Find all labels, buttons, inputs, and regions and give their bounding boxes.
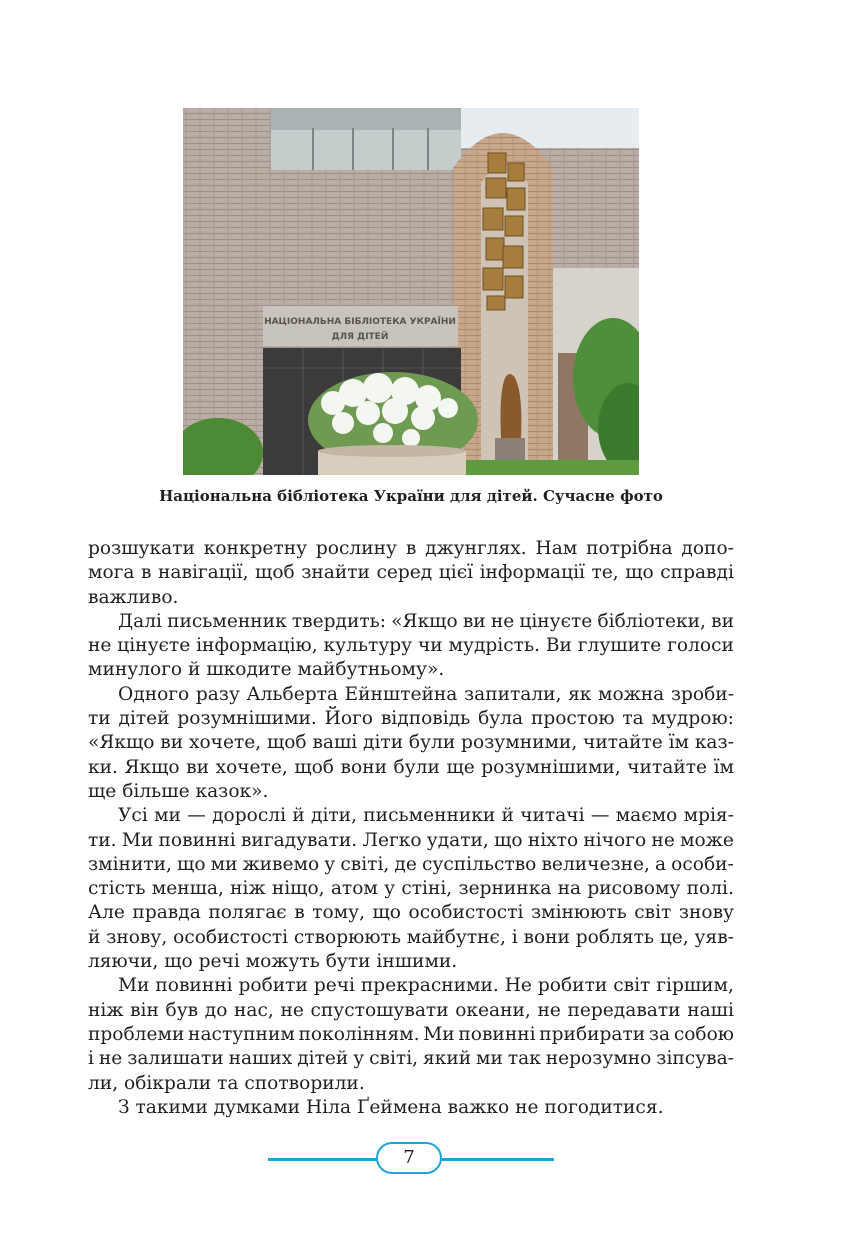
text-line: «Якщо ви хочете, щоб ваші діти були розумними, читайте їм каз- [88,732,734,754]
text-line: не цінуєте інформацію, культуру чи мудрість. Ви глушите голоси [88,635,734,657]
text-line: ляючи, що речі можуть бути іншими. [88,951,458,973]
sign-line-2: ДЛЯ ДІТЕЙ [331,332,389,342]
footer-rule-left [268,1158,378,1161]
text-line: проблеми наступним поколінням. Ми повинні прибирати за собою [88,1023,734,1045]
text-line: мога в навігації, щоб знайти серед цієї інформації те, що справді [88,562,734,584]
text-line: змінити, що ми живемо у світі, де суспільство величезне, а особи- [88,853,734,875]
text-line: ли, обікрали та спотворили. [88,1072,365,1094]
text-line: й знову, особистості створюють майбутнє, і вони роблять це, уяв- [88,926,734,948]
text-line: ти. Ми повинні вигадувати. Легко удати, що ніхто нічого не може [88,829,734,851]
body-text [88,537,734,1120]
text-line: Ми повинні робити речі прекрасними. Не робити світ гіршим, [118,975,734,997]
footer-rule-right [440,1158,554,1161]
text-line: Далі письменник твердить: «Якщо ви не цінуєте бібліотеки, ви [118,610,734,632]
text-line: ще більше казок». [88,780,269,802]
text-line: ти дітей розумнішими. Його відповідь була простою та мудрою: [88,708,734,730]
page-footer [0,1140,850,1180]
text-line: З такими думками Ніла Ґеймена важко не погодитися. [118,1096,664,1118]
page-number: 7 [376,1142,442,1174]
library-photo [183,108,639,475]
text-line: Одного разу Альберта Ейнштейна запитали, як можна зроби- [118,683,734,705]
sign-line-1: НАЦІОНАЛЬНА БІБЛІОТЕКА УКРАЇНИ [264,317,456,327]
text-line: минулого й шкодите майбутньому». [88,659,445,681]
text-line: стість менша, ніж ніщо, атом у стіні, зернинка на рисовому полі. [88,878,734,900]
text-line: ки. Якщо ви хочете, щоб вони були ще розумнішими, читайте їм [88,756,734,778]
text-line: ніж він був до нас, не спустошувати океани, не передавати наші [88,999,734,1021]
text-line: розшукати конкретну рослину в джунглях. Нам потрібна допо- [88,538,734,559]
text-line: Усі ми — дорослі й діти, письменники й читачі — маємо мрія- [118,805,734,827]
text-line: і не залишати наших дітей у світі, який ми так нерозумно зіпсува- [88,1048,734,1070]
figure-caption: Національна бібліотека України для дітей. Сучасне фото [159,487,663,505]
text-line: важливо. [88,586,179,608]
text-line: Але правда полягає в тому, що особистості змінюють світ знову [88,902,734,924]
